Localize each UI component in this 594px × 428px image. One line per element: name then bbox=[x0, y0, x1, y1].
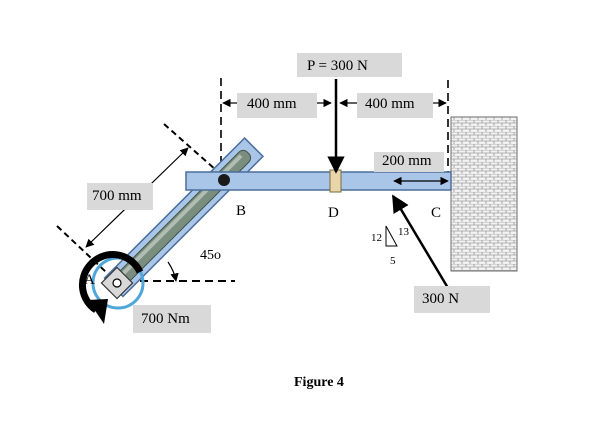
slope-triangle bbox=[386, 226, 397, 246]
pin-b bbox=[218, 174, 230, 186]
force-p-label: P = 300 N bbox=[297, 53, 402, 77]
figure-caption: Figure 4 bbox=[294, 375, 344, 390]
dimension-ab-label: 700 mm bbox=[87, 183, 153, 210]
angle-arc bbox=[168, 262, 176, 281]
moment-label: 700 Nm bbox=[133, 305, 211, 333]
point-c-label: C bbox=[431, 205, 442, 221]
dimension-bd-label: 400 mm bbox=[237, 93, 317, 118]
moment-arrowhead bbox=[88, 299, 108, 324]
dimension-dwall-label: 400 mm bbox=[357, 93, 433, 118]
force-300n-label: 300 N bbox=[414, 286, 490, 313]
dimension-c-wall-label: 200 mm bbox=[374, 152, 444, 172]
slope-hyp-label: 13 bbox=[398, 226, 409, 238]
brick-wall bbox=[451, 117, 517, 271]
point-d-label: D bbox=[328, 205, 339, 221]
slope-horizontal-label: 5 bbox=[390, 255, 396, 267]
point-a-label: A bbox=[84, 272, 95, 288]
angle-label: 45o bbox=[200, 248, 221, 263]
pin-a bbox=[113, 279, 121, 287]
collar-d bbox=[330, 170, 341, 192]
point-b-label: B bbox=[236, 203, 247, 219]
slope-vertical-label: 12 bbox=[371, 232, 382, 244]
